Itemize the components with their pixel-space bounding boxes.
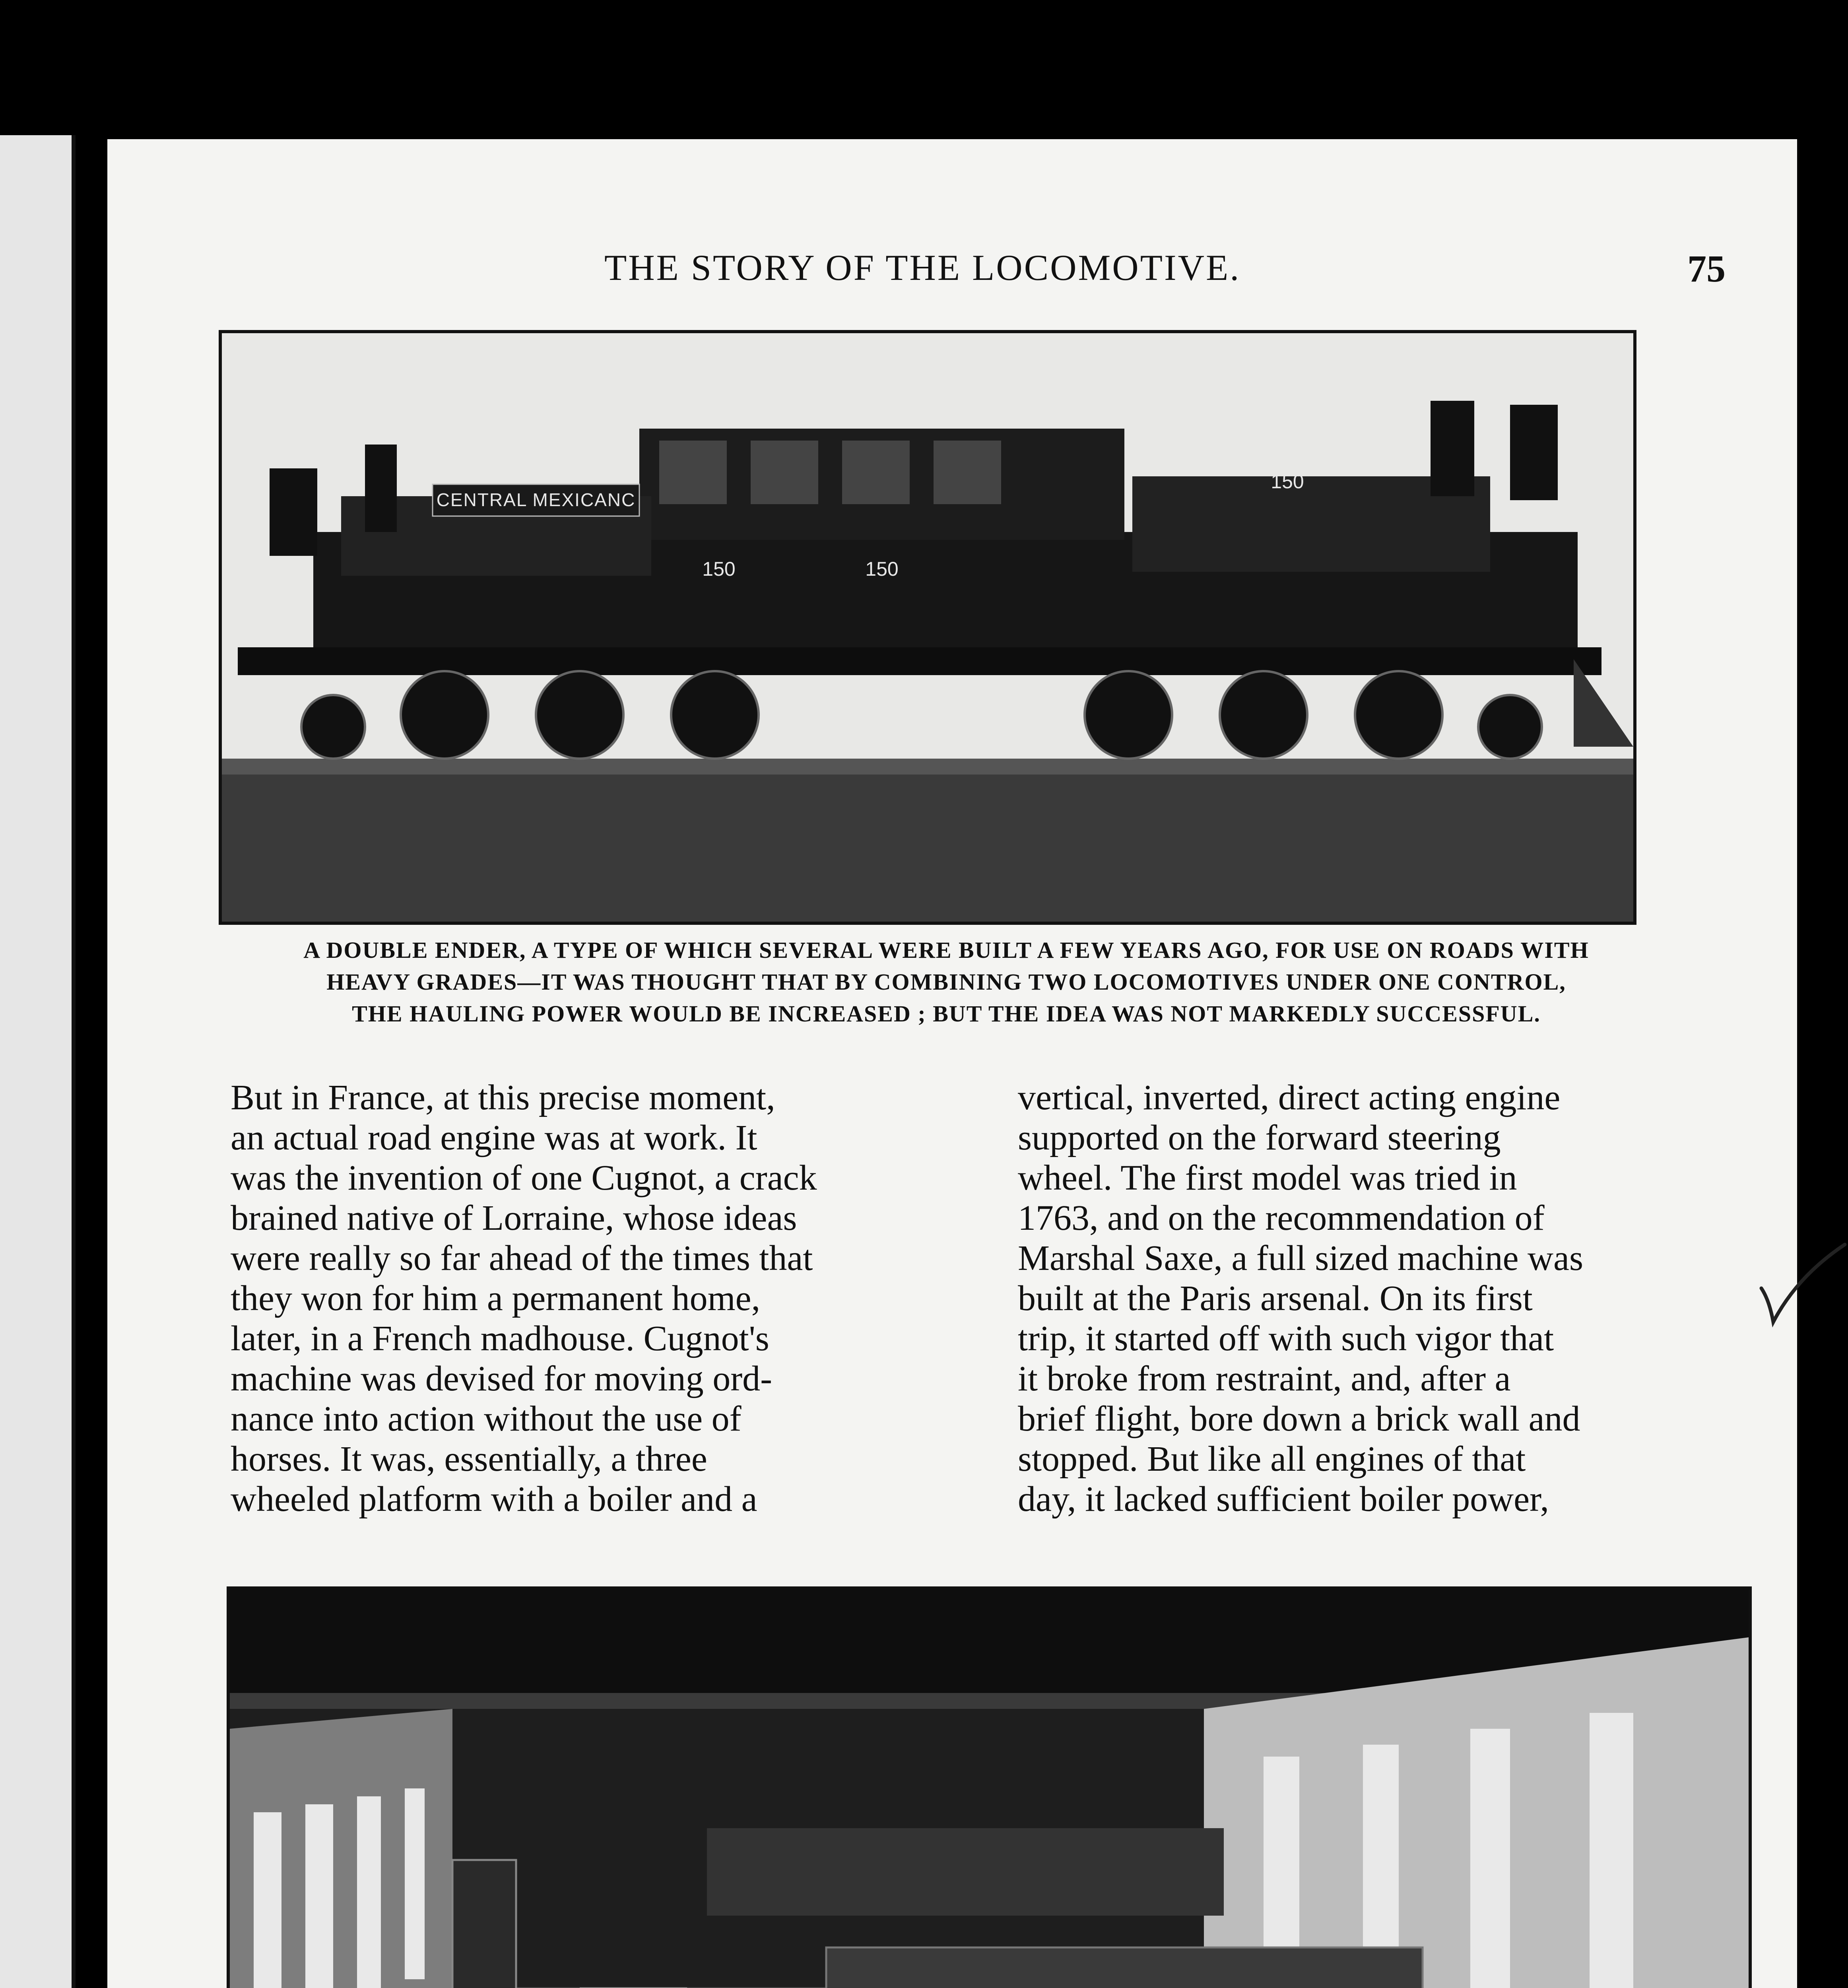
text-line: wheel. The first model was tried in <box>1018 1158 1517 1198</box>
text-line: day, it lacked sufficient boiler power, <box>1018 1479 1549 1519</box>
body-text <box>231 1077 1749 1555</box>
facing-page-edge <box>0 135 76 1988</box>
text-line: trip, it started off with such vigor that <box>1018 1319 1554 1358</box>
engine-number-cab-right: 150 <box>865 558 899 580</box>
engine-number-cab-left: 150 <box>702 558 736 580</box>
text-line: later, in a French madhouse. Cugnot's <box>231 1319 769 1358</box>
running-head <box>107 247 1797 294</box>
running-title: THE STORY OF THE LOCOMOTIVE. <box>604 247 1241 288</box>
text-line: vertical, inverted, direct acting engine <box>1018 1078 1561 1117</box>
engine-lettering: CENTRAL MEXICANC <box>436 489 636 510</box>
text-line: supported on the forward steering <box>1018 1118 1501 1157</box>
text-line: Marshal Saxe, a full sized machine was <box>1018 1239 1584 1278</box>
text-line: built at the Paris arsenal. On its first <box>1018 1279 1533 1318</box>
text-line: brief flight, bore down a brick wall and <box>1018 1399 1580 1439</box>
left-column <box>231 1077 962 1519</box>
page-number: 75 <box>1687 247 1726 290</box>
engine-number-front: 150 <box>1271 470 1304 493</box>
text-line: horses. It was, essentially, a three <box>231 1439 707 1479</box>
caption-line: A DOUBLE ENDER, A TYPE OF WHICH SEVERAL WERE BUILT A FEW YEARS AGO, FOR USE ON ROADS WITH <box>303 937 1589 963</box>
text-line: were really so far ahead of the times that <box>231 1239 813 1278</box>
text-line: they won for him a permanent home, <box>231 1279 761 1318</box>
boiler-shop-photo <box>227 1586 1752 1988</box>
boiler-shop-illustration <box>230 1590 1749 1988</box>
magazine-page <box>107 139 1797 1988</box>
text-line: an actual road engine was at work. It <box>231 1118 757 1157</box>
handwritten-check-mark <box>1753 1241 1848 1332</box>
right-column <box>1018 1077 1749 1519</box>
text-line: it broke from restraint, and, after a <box>1018 1359 1511 1398</box>
text-line: wheeled platform with a boiler and a <box>231 1479 757 1519</box>
text-line: machine was devised for moving ord- <box>231 1359 773 1398</box>
text-line: was the invention of one Cugnot, a crack <box>231 1158 817 1198</box>
text-line: nance into action without the use of <box>231 1399 742 1439</box>
text-line: But in France, at this precise moment, <box>231 1078 775 1117</box>
caption-line: THE HAULING POWER WOULD BE INCREASED ; BUT THE IDEA WAS NOT MARKEDLY SUCCESSFUL. <box>352 1001 1541 1027</box>
top-figure-caption <box>171 934 1722 1030</box>
locomotive-illustration <box>222 333 1633 922</box>
caption-line: HEAVY GRADES—IT WAS THOUGHT THAT BY COMBINING TWO LOCOMOTIVES UNDER ONE CONTROL, <box>326 969 1566 995</box>
text-line: 1763, and on the recommendation of <box>1018 1198 1545 1238</box>
text-line: brained native of Lorraine, whose ideas <box>231 1198 797 1238</box>
text-line: stopped. But like all engines of that <box>1018 1439 1526 1479</box>
double-ender-locomotive-photo <box>219 330 1636 925</box>
